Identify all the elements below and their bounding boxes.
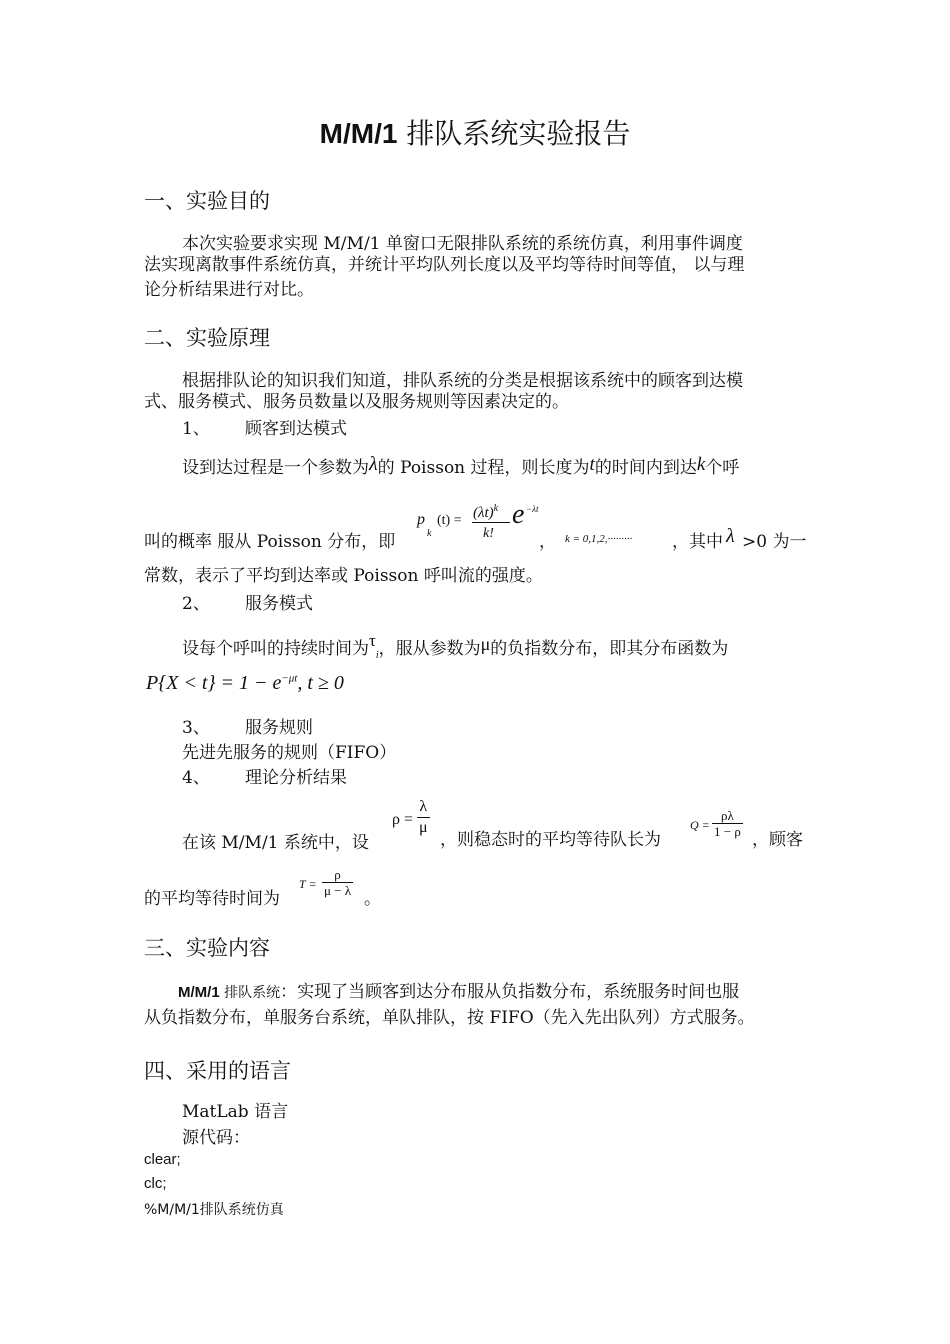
e-exponent: −λt bbox=[526, 504, 539, 514]
q-lhs: Q = bbox=[690, 818, 710, 832]
source-label: 源代码： bbox=[182, 1128, 250, 1148]
pk-symbol: p bbox=[417, 511, 425, 528]
paragraph-text: 。 bbox=[364, 889, 381, 909]
t-denominator: μ − λ bbox=[324, 883, 352, 898]
paragraph-line: 法实现离散事件系统仿真，并统计平均队列长度以及平均等待时间等值， 以与理 bbox=[144, 255, 745, 275]
q-numerator: ρλ bbox=[712, 808, 743, 824]
title-text: 排队系统实验报告 bbox=[397, 117, 631, 150]
section-heading-1: 一、实验目的 bbox=[144, 189, 270, 213]
paragraph-line: 论分析结果进行对比。 bbox=[144, 280, 314, 300]
cdf-rhs: , t ≥ 0 bbox=[297, 672, 344, 694]
list-label: 理论分析结果 bbox=[245, 768, 347, 788]
tau-symbol: τ bbox=[369, 631, 376, 650]
list-number: 2、 bbox=[182, 594, 210, 614]
numerator-text: (λt) bbox=[473, 505, 494, 521]
service-line bbox=[182, 631, 728, 661]
list-number: 3、 bbox=[182, 718, 210, 738]
text: 排队系统 bbox=[219, 985, 281, 1001]
paragraph-text: ，其中 bbox=[672, 532, 723, 552]
text: ，服从参数为 bbox=[378, 639, 481, 659]
cdf-exponent: −μt bbox=[281, 672, 298, 685]
paragraph-line: 根据排队论的知识我们知道，排队系统的分类是根据该系统中的顾客到达模 bbox=[182, 371, 743, 391]
numerator-exponent: k bbox=[493, 503, 499, 514]
list-label: 顾客到达模式 bbox=[245, 419, 347, 439]
code-line: clc; bbox=[144, 1175, 167, 1192]
text: 设每个呼叫的持续时间为 bbox=[182, 639, 369, 659]
text: 个呼 bbox=[705, 458, 740, 478]
t-lhs: T = bbox=[299, 877, 317, 891]
k-symbol: k bbox=[696, 454, 706, 475]
paragraph-line: 常数，表示了平均到达率或 Poisson 呼叫流的强度。 bbox=[144, 566, 543, 586]
list-label: 服务规则 bbox=[245, 718, 313, 738]
paragraph-line: 从负指数分布，单服务台系统，单队排队，按 FIFO（先入先出队列）方式服务。 bbox=[144, 1008, 755, 1028]
fraction-numerator bbox=[473, 503, 498, 522]
arrival-line bbox=[182, 453, 739, 478]
lambda-symbol: λ bbox=[369, 453, 378, 475]
t-fraction bbox=[322, 867, 353, 898]
q-fraction bbox=[712, 808, 743, 839]
text: 的 Poisson 过程，则长度为 bbox=[377, 458, 590, 478]
paragraph-line: 叫的概率 服从 Poisson 分布，即 bbox=[144, 532, 396, 552]
rho-numerator: λ bbox=[417, 797, 430, 818]
language-line: MatLab 语言 bbox=[182, 1102, 289, 1122]
code-line: clear; bbox=[144, 1151, 181, 1168]
text: 的时间内到达 bbox=[594, 458, 697, 478]
mu-symbol: μ bbox=[480, 634, 491, 654]
cdf-lhs: P{X < t} = 1 − e bbox=[146, 672, 282, 694]
model-name: M/M/1 bbox=[178, 984, 220, 1001]
paragraph-text: 的平均等待时间为 bbox=[144, 889, 280, 909]
paragraph-line: 先进先服务的规则（FIFO） bbox=[182, 743, 397, 763]
text: 设到达过程是一个参数为 bbox=[182, 458, 369, 478]
text: ：实现了当顾客到达分布服从负指数分布，系统服务时间也服 bbox=[280, 982, 740, 1002]
paragraph-line: 式、服务模式、服务员数量以及服务规则等因素决定的。 bbox=[144, 392, 569, 412]
tau-subscript: i bbox=[375, 650, 379, 661]
section-heading-4: 四、采用的语言 bbox=[144, 1059, 291, 1083]
cdf-formula bbox=[146, 672, 344, 695]
section-heading-3: 三、实验内容 bbox=[144, 936, 270, 960]
content-line bbox=[178, 977, 739, 1002]
fraction-bar bbox=[472, 522, 510, 523]
q-denominator: 1 − ρ bbox=[714, 824, 741, 839]
rho-lhs: ρ = bbox=[392, 811, 414, 828]
t-numerator: ρ bbox=[322, 867, 353, 883]
k-range bbox=[565, 533, 632, 545]
pk-argument: (t) = bbox=[437, 513, 462, 528]
section-heading-2: 二、实验原理 bbox=[144, 326, 270, 350]
e-symbol: e bbox=[512, 499, 525, 530]
list-number: 1、 bbox=[182, 419, 210, 439]
page-title bbox=[0, 112, 950, 152]
lambda-symbol: λ bbox=[726, 525, 735, 547]
paragraph-text: ，则稳态时的平均等待队长为 bbox=[440, 830, 661, 850]
k-range-text: k = 0,1,2,········· bbox=[565, 533, 633, 545]
list-label: 服务模式 bbox=[245, 594, 313, 614]
paragraph-line: 本次实验要求实现 M/M/1 单窗口无限排队系统的系统仿真，利用事件调度 bbox=[182, 234, 743, 254]
rho-fraction bbox=[417, 797, 430, 838]
rho-denominator: μ bbox=[419, 819, 428, 836]
paragraph-text: >0 为一 bbox=[742, 532, 807, 552]
text: 的负指数分布，即其分布函数为 bbox=[490, 639, 729, 659]
t-symbol: t bbox=[589, 454, 595, 475]
title-model: M/M/1 bbox=[319, 118, 398, 149]
paragraph-text: ，顾客 bbox=[752, 830, 803, 850]
pk-subscript: k bbox=[427, 528, 432, 539]
fraction-denominator: k! bbox=[483, 526, 494, 541]
paragraph-text: 在该 M/M/1 系统中，设 bbox=[182, 833, 369, 853]
comma: ， bbox=[539, 532, 556, 552]
list-number: 4、 bbox=[182, 768, 210, 788]
code-line: %M/M/1排队系统仿真 bbox=[144, 1202, 284, 1218]
